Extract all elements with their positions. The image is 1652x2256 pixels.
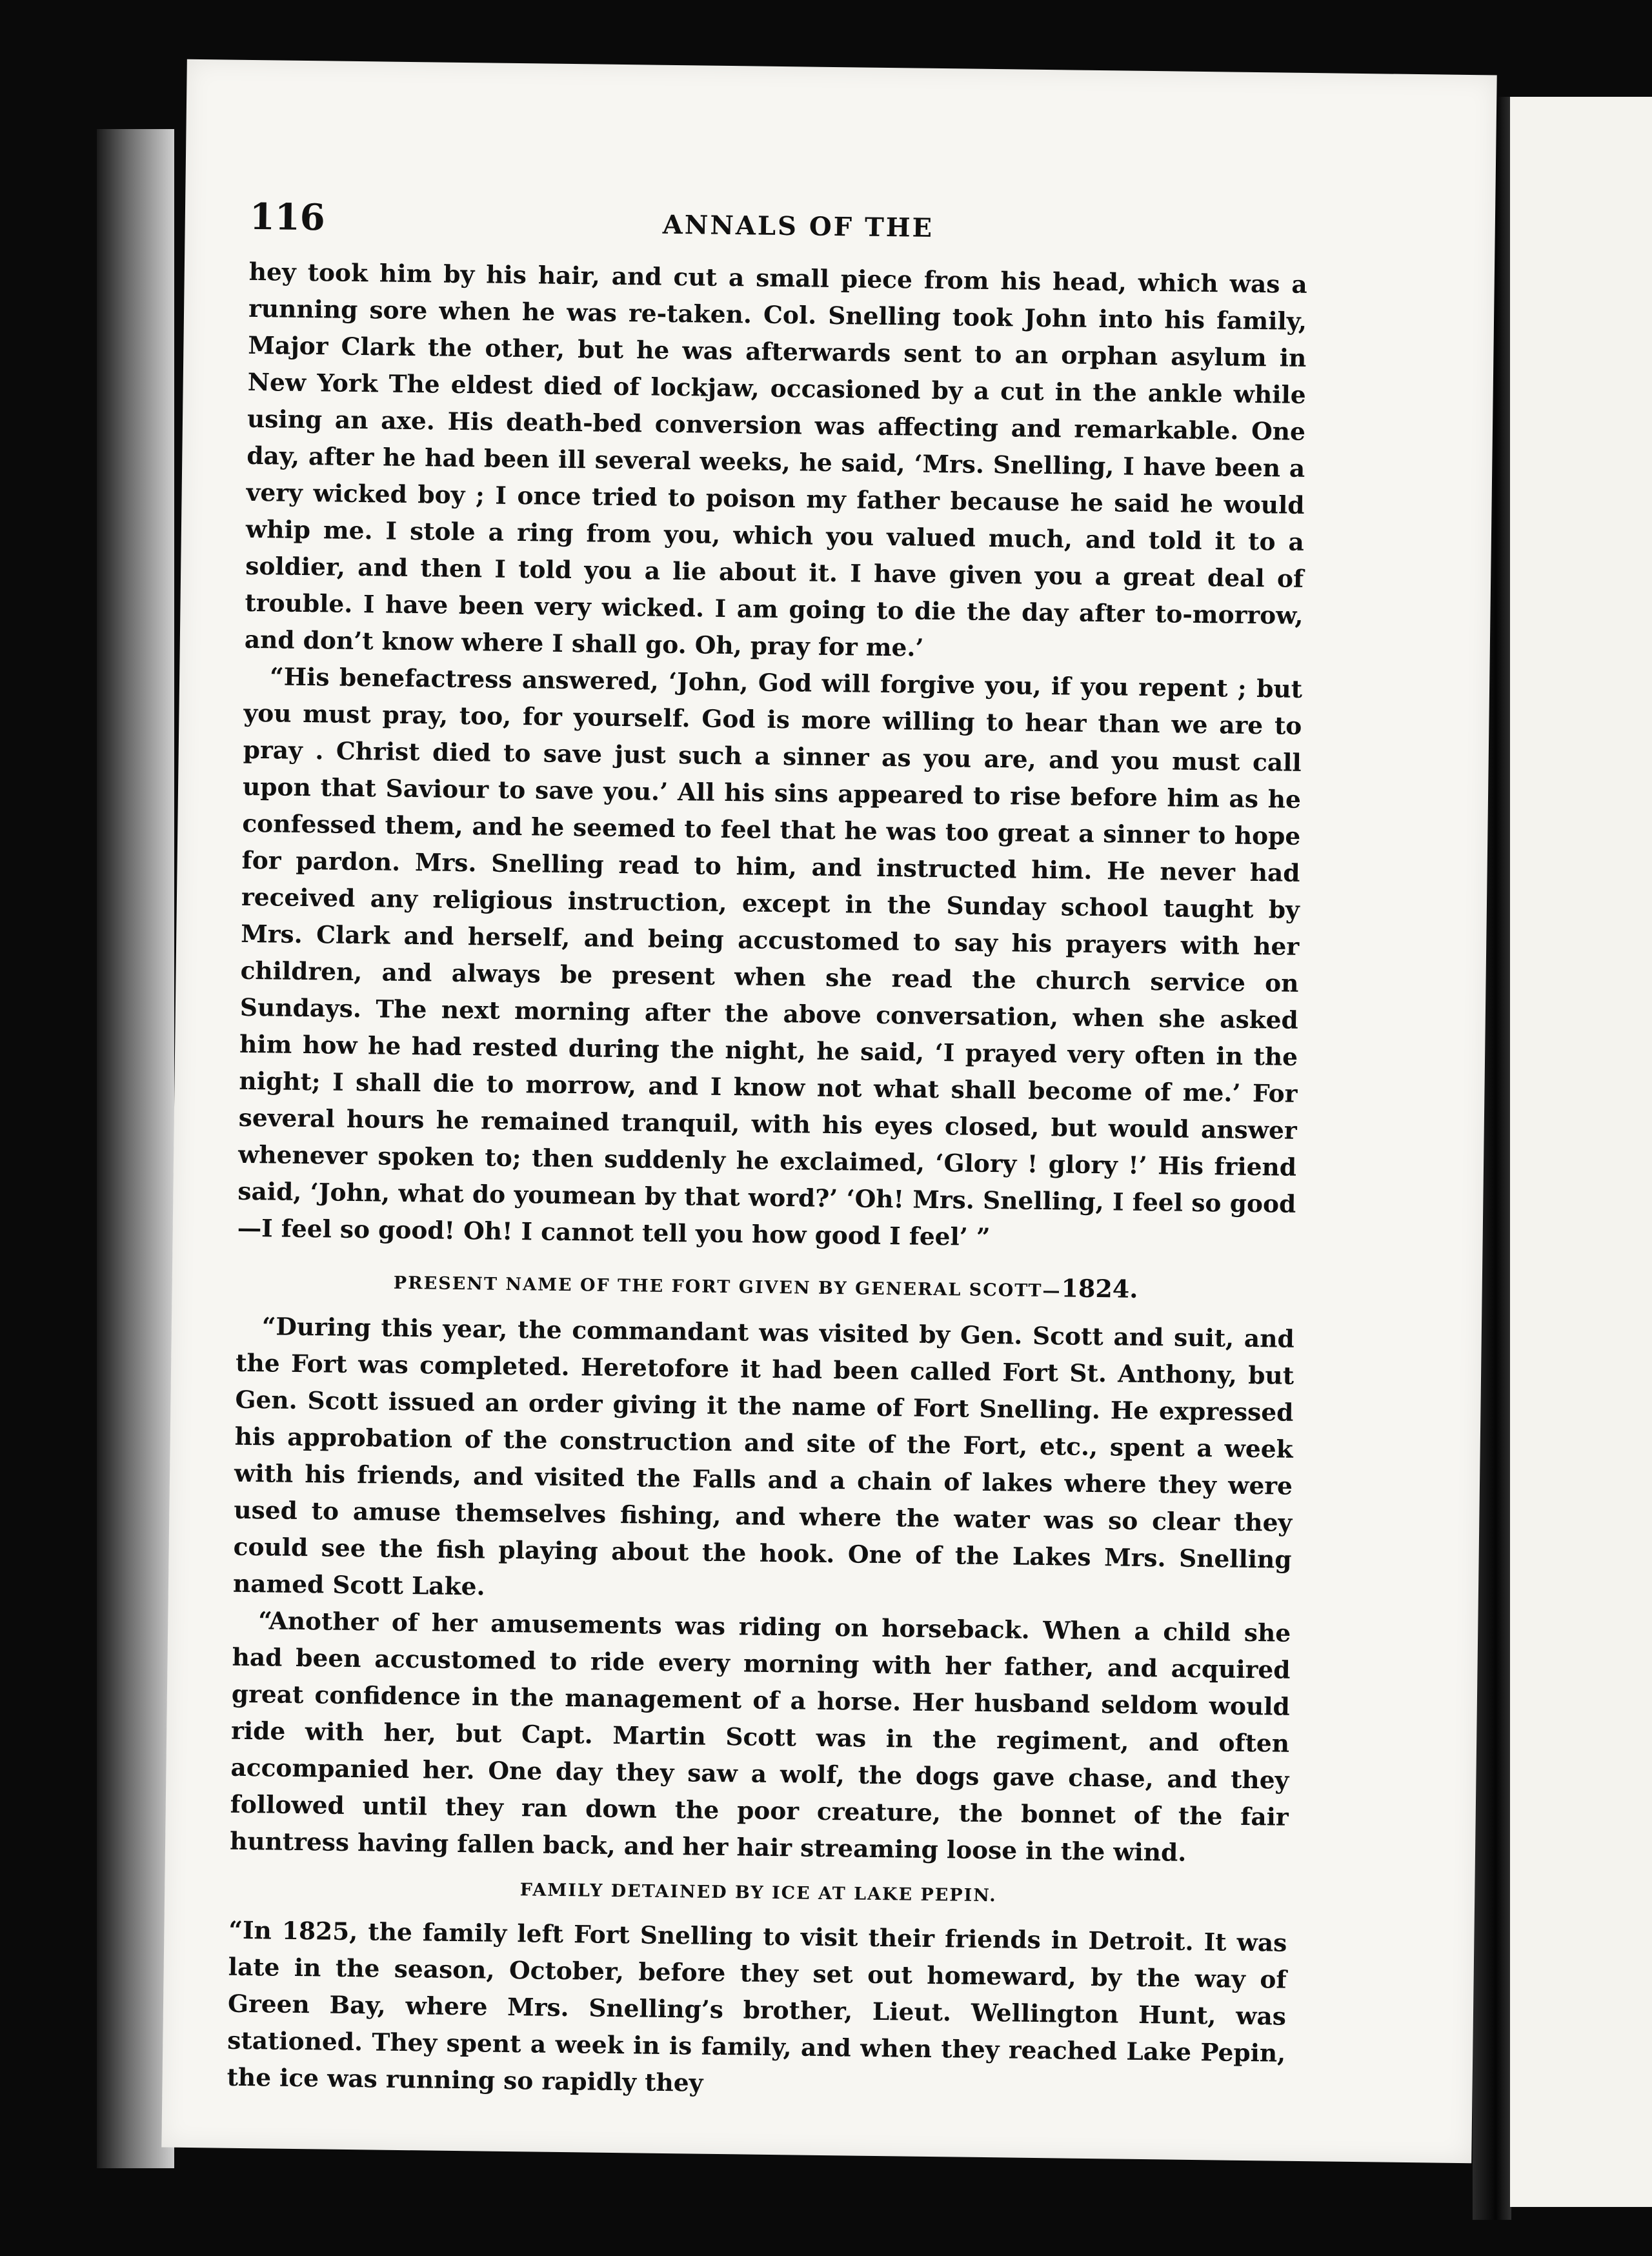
paragraph-5: “In 1825, the family left Fort Snelling to visit their friends in Detroit. It was late in the season, October, before they set out homeward, by the way of Green Bay, where Mrs. Snelling’s brother, Lieut. Wellington Hunt, was stationed. They spent a week in is family, and when they reached Lake Pepin, the ice was running so rapidly they <box>227 1915 1287 2097</box>
section-heading-year: 1824. <box>1061 1273 1138 1304</box>
section-heading-text: PRESENT NAME OF THE FORT GIVEN BY GENERAL SCOTT— <box>393 1273 1062 1302</box>
book-page <box>161 59 1496 2164</box>
running-head-title: ANNALS OF THE <box>662 209 934 243</box>
paragraph-1: hey took him by his hair, and cut a small piece from his head, which was a running sore when he was re-taken. Col. Snelling took John into his family, Major Clark the other, but he was afterwards sent to an orphan asylum in New York The eldest died of lockjaw, occasioned by a cut in the ankle while using an axe. His death-bed conversion was affecting and remarkable. One day, after he had been ill several weeks, he said, ‘Mrs. Snelling, I have been a very wicked boy ; I once tried to poison my father because he said he would whip me. I stole a ring from you, which you valued much, and told it to a soldier, and then I told you a lie about it. I have given you a great deal of trouble. I have been very wicked. I am going to die the day after to-morrow, and don’t know where I shall go. Oh, pray for me.’ <box>244 257 1307 662</box>
page-number: 116 <box>249 195 326 239</box>
section-heading-lake-pepin: FAMILY DETAINED BY ICE AT LAKE PEPIN. <box>519 1880 997 1906</box>
facing-page-edge <box>1510 97 1652 2207</box>
page-content <box>227 196 1308 2109</box>
paragraph-2: “His benefactress answered, ‘John, God will forgive you, if you repent ; but you must pray, too, for yourself. God is more willing to hear than we are to pray . Christ died to save just such a sinner as you are, and you must call upon that Saviour to save you.’ All his sins appeared to rise before him as he confessed them, and he seemed to feel that he was too great a sinner to hope for pardon. Mrs. Snelling read to him, and instructed him. He never had received any religious instruction, except in the Sunday school taught by Mrs. Clark and herself, and being accustomed to say his prayers with her children, and always be present when she read the church service on Sundays. The next morning after the above conversation, when she asked him how he had rested during the night, he said, ‘I prayed very often in the night; I shall die to morrow, and I know not what shall become of me.’ For several hours he remained tranquil, with his eyes closed, but would answer whenever spoken to; then suddenly he exclaimed, ‘Glory ! glory !’ His friend said, ‘John, what do youmean by that word?’ ‘Oh! Mrs. Snelling, I feel so good—I feel so good! Oh! I cannot tell you how good I feel’ ” <box>237 662 1303 1252</box>
paragraph-4: “Another of her amusements was riding on horseback. When a child she had been accustomed to ride every morning with her father, and acquired great confidence in the management of a horse. Her husband seldom would ride with her, but Capt. Martin Scott was in the regiment, and often accompanied her. One day they saw a wolf, the dogs gave chase, and they followed until they ran down the poor creature, the bonnet of the fair huntress having fallen back, and her hair streaming loose in the wind. <box>229 1606 1291 1867</box>
paragraph-3: “During this year, the commandant was visited by Gen. Scott and suit, and the Fort was completed. Heretofore it had been called Fort St. Anthony, but Gen. Scott issued an order giving it the name of Fort Snelling. He expressed his approbation of the construction and site of the Fort, etc., spent a week with his friends, and visited the Falls and a chain of lakes where they were used to amuse themselves fishing, and where the water was so clear they could see the fish playing about the hook. One of the Lakes Mrs. Snelling named Scott Lake. <box>232 1312 1295 1601</box>
section-heading-fort-name <box>237 1264 1295 1305</box>
page-edge-shadow <box>97 129 174 2168</box>
